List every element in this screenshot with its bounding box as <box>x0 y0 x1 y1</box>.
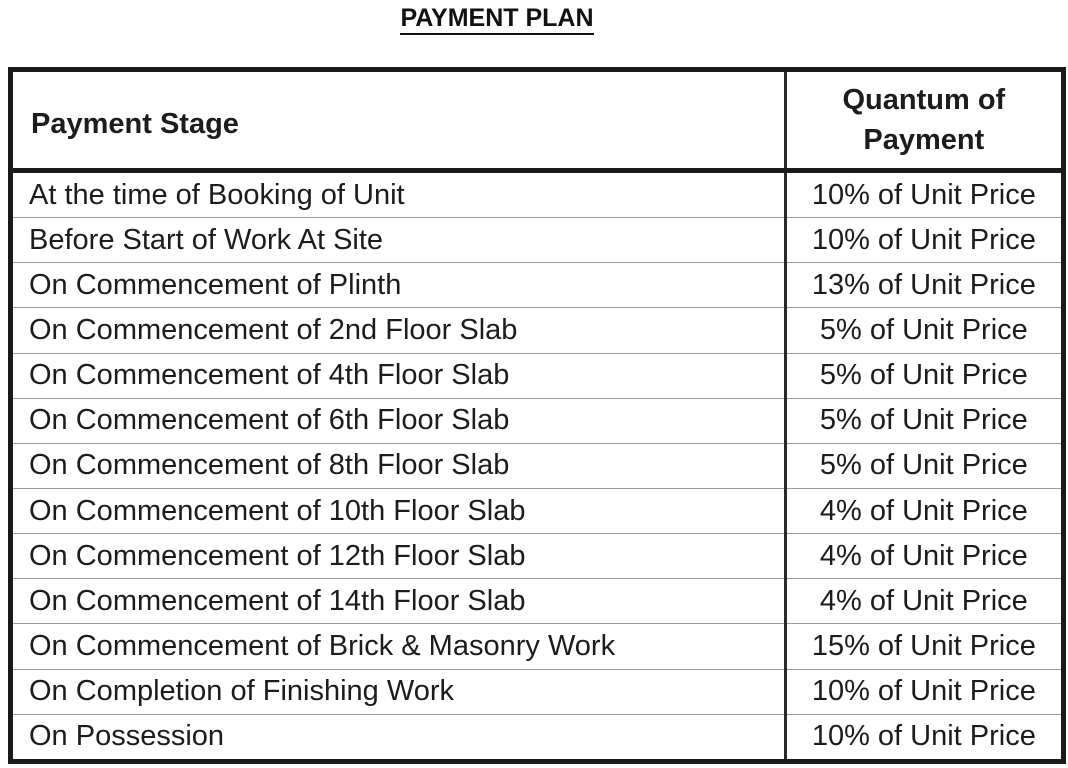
payment-amount-cell: 5% of Unit Price <box>785 308 1063 353</box>
payment-stage-cell: On Commencement of 12th Floor Slab <box>11 534 786 579</box>
payment-amount-cell: 5% of Unit Price <box>785 353 1063 398</box>
payment-stage-cell: On Commencement of 2nd Floor Slab <box>11 308 786 353</box>
table-row <box>11 669 1064 714</box>
payment-stage-cell: On Commencement of 14th Floor Slab <box>11 579 786 624</box>
payment-stage-cell: On Commencement of 4th Floor Slab <box>11 353 786 398</box>
payment-amount-cell: 10% of Unit Price <box>785 171 1063 218</box>
payment-amount-cell: 10% of Unit Price <box>811 720 1036 753</box>
payment-stage-cell: On Commencement of Brick & Masonry Work <box>11 624 786 669</box>
payment-stage-cell: At the time of Booking of Unit <box>11 171 786 218</box>
payment-stage-cell: On Completion of Finishing Work <box>11 669 786 714</box>
payment-stage-cell: On Commencement of 6th Floor Slab <box>11 398 786 443</box>
payment-amount-cell: 10% of Unit Price <box>785 218 1063 263</box>
table-row <box>11 489 1064 534</box>
header-quantum-line-1: Quantum of <box>842 84 1006 116</box>
table-row <box>11 171 1064 218</box>
page-title-text: PAYMENT PLAN <box>400 4 593 35</box>
payment-stage-cell: On Commencement of 10th Floor Slab <box>11 489 786 534</box>
table-row <box>11 624 1064 669</box>
table-row <box>11 218 1064 263</box>
table-row <box>11 353 1064 398</box>
table-row <box>11 579 1064 624</box>
table-header-row <box>11 70 1064 171</box>
payment-amount-cell: 10% of Unit Price <box>785 669 1063 714</box>
table-row <box>11 398 1064 443</box>
payment-stage-cell: Before Start of Work At Site <box>11 218 786 263</box>
header-quantum-line-2: Payment <box>863 124 985 156</box>
payment-amount-cell: 15% of Unit Price <box>785 624 1063 669</box>
payment-amount-cell: 5% of Unit Price <box>785 443 1063 488</box>
table-row <box>11 308 1064 353</box>
table-row <box>11 714 1064 761</box>
payment-amount-cell: 13% of Unit Price <box>785 263 1063 308</box>
payment-plan-table <box>8 67 1066 764</box>
payment-stage-cell: On Commencement of 8th Floor Slab <box>11 443 786 488</box>
page-title <box>0 4 994 33</box>
payment-stage-cell: On Possession <box>11 714 786 761</box>
payment-amount-cell: 4% of Unit Price <box>785 489 1063 534</box>
payment-amount-cell: 4% of Unit Price <box>785 534 1063 579</box>
payment-amount-cell: 5% of Unit Price <box>785 398 1063 443</box>
payment-stage-cell: On Commencement of Plinth <box>11 263 786 308</box>
table-row <box>11 443 1064 488</box>
table-row <box>11 534 1064 579</box>
table-row <box>11 263 1064 308</box>
header-quantum-of-payment <box>785 70 1063 171</box>
header-payment-stage: Payment Stage <box>11 70 786 171</box>
payment-amount-cell: 4% of Unit Price <box>785 579 1063 624</box>
